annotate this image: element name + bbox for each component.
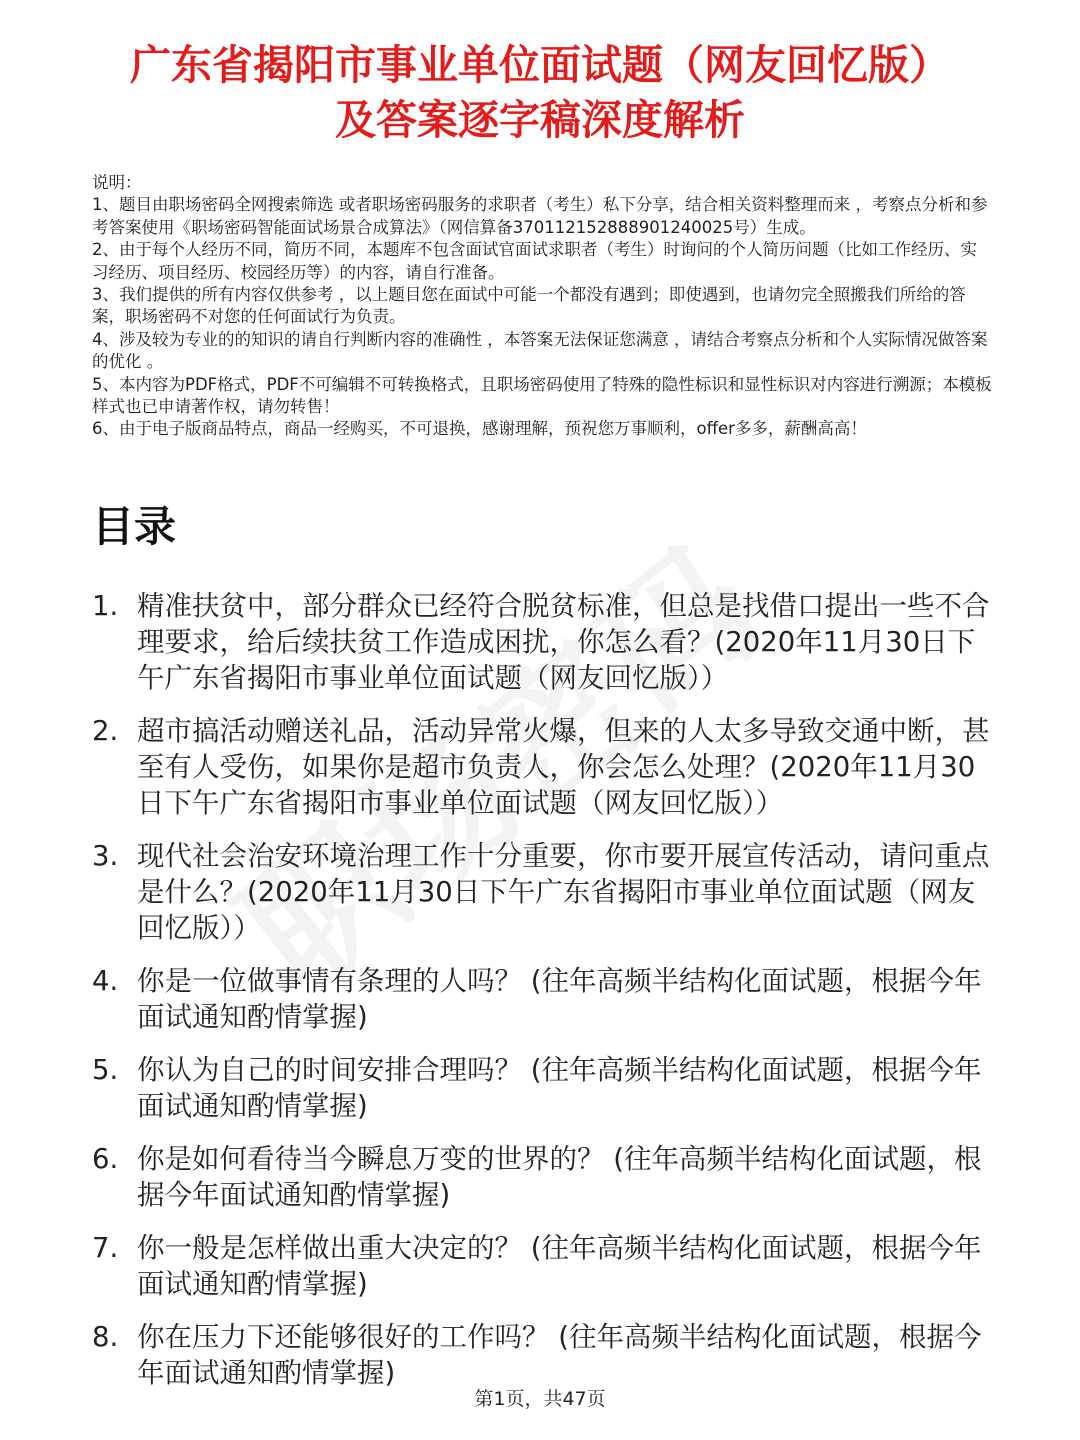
toc-item-number: 5.	[92, 1054, 119, 1086]
toc-item-number: 7.	[92, 1232, 119, 1264]
toc-item-number: 4.	[92, 965, 119, 997]
toc-item-text: 现代社会治安环境治理工作十分重要，你市要开展宣传活动，请问重点是什么？(2020年11月30日下午广东省揭阳市事业单位面试题（网友回忆版））	[137, 840, 990, 944]
toc-item-text: 超市搞活动赠送礼品，活动异常火爆，但来的人太多导致交通中断，甚至有人受伤，如果你是超市负责人，你会怎么处理？(2020年11月30日下午广东省揭阳市事业单位面试题（网友回忆版））	[137, 715, 990, 819]
note-item-5: 5、本内容为PDF格式，PDF不可编辑不可转换格式，且职场密码使用了特殊的隐性标识和显性标识对内容进行溯源；本模板样式也已申请著作权，请勿转售！	[92, 374, 992, 417]
title-line-1: 广东省揭阳市事业单位面试题（网友回忆版）	[130, 41, 950, 89]
note-item-4: 4、涉及较为专业的的知识的请自行判断内容的准确性 ，本答案无法保证您满意 ，请结合考察点分析和个人实际情况做答案的优化 。	[92, 329, 988, 372]
note-item-2: 2、由于每个人经历不同，简历不同，本题库不包含面试官面试求职者（考生）时询问的个人简历问题（比如工作经历、实习经历、项目经历、校园经历等）的内容，请自行准备。	[92, 240, 977, 282]
toc-item-text: 你认为自己的时间安排合理吗？ (往年高频半结构化面试题，根据今年面试通知酌情掌握)	[137, 1054, 982, 1122]
toc-item[interactable]	[92, 1141, 992, 1213]
toc-item[interactable]	[92, 838, 992, 946]
title-line-2: 及答案逐字稿深度解析	[335, 96, 745, 144]
toc-item-text: 精准扶贫中，部分群众已经符合脱贫标准，但总是找借口提出一些不合理要求，给后续扶贫工作造成困扰，你怎么看？(2020年11月30日下午广东省揭阳市事业单位面试题（网友回忆版））	[137, 590, 990, 694]
notes-section	[92, 172, 992, 441]
document-title	[0, 38, 1080, 148]
note-item-6: 6、由于电子版商品特点，商品一经购买，不可退换，感谢理解，预祝您万事顺利，offer多多，薪酬高高！	[92, 419, 867, 439]
note-item-1: 1、题目由职场密码全网搜索筛选 或者职场密码服务的求职者（考生）私下分享，结合相关资料整理而来 ，考察点分析和参考答案使用《职场密码智能面试场景合成算法》（网信算备370112152888901240025号）生成。	[92, 195, 988, 237]
toc-item-number: 6.	[92, 1143, 119, 1175]
toc-item[interactable]	[92, 713, 992, 821]
toc-item-number: 1.	[92, 590, 119, 622]
toc-item[interactable]	[92, 1319, 992, 1391]
toc-item-number: 8.	[92, 1321, 119, 1353]
toc-item-number: 3.	[92, 840, 119, 872]
toc-item[interactable]	[92, 588, 992, 696]
toc-list	[92, 588, 992, 1408]
page-number-footer: 第1页，共47页	[474, 1388, 606, 1410]
toc-item-text: 你是一位做事情有条理的人吗？ (往年高频半结构化面试题，根据今年面试通知酌情掌握)	[137, 965, 982, 1033]
toc-item[interactable]	[92, 963, 992, 1035]
toc-item-text: 你一般是怎样做出重大决定的？ (往年高频半结构化面试题，根据今年面试通知酌情掌握)	[137, 1232, 982, 1300]
note-item-3: 3、我们提供的所有内容仅供参考 ，以上题目您在面试中可能一个都没有遇到；即使遇到，也请勿完全照搬我们所给的答案，职场密码不对您的任何面试行为负责。	[92, 285, 966, 327]
notes-heading: 说明：	[92, 173, 142, 192]
toc-heading: 目录	[92, 502, 177, 551]
toc-item-number: 2.	[92, 715, 119, 747]
toc-item[interactable]	[92, 1052, 992, 1124]
toc-item-text: 你是如何看待当今瞬息万变的世界的？ (往年高频半结构化面试题，根据今年面试通知酌情掌握)	[137, 1143, 982, 1211]
toc-item-text: 你在压力下还能够很好的工作吗？ (往年高频半结构化面试题，根据今年面试通知酌情掌握)	[137, 1321, 982, 1389]
toc-item[interactable]	[92, 1230, 992, 1302]
